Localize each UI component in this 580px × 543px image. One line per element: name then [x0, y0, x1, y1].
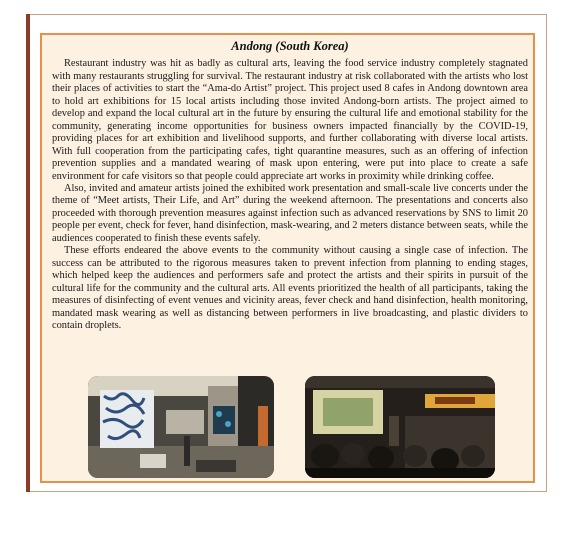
article-paragraph-1: Restaurant industry was hit as badly as cultural arts, leaving the food service industry completely stagnated with many restaurants struggling for survival. The restaurant industry at risk collaborated with the artists who lost their places of activities to start the “Ama-do Artist” project. This project used 8 cafes in Andong downtown area to hold art exhibitions for 15 local artists including those invited Andong-born artists. The project aimed to develop and expand the local cultural art in the future by ensuring the cultural life and emotional stability for the community, generating income opportunities for business owners impacted financially by the COVID-19, providing places for art exhibition and livelihood supports, and further collaborating with diverse local artists. With full cooperation from the participating cafes, tight quarantine measures, such as an offering of infection prevention supplies and a mandated wearing of mask upon entering, were put into place to create a safe environment for cafe visitors so that people could appreciate art works in proximity while drinking coffee.: [52, 58, 528, 182]
frame-bottom-line: [26, 491, 546, 492]
article-paragraph-2: Also, invited and amateur artists joined the exhibited work presentation and small-scale live concerts under the theme of “Meet artists, Their Life, and Art” during the weekend afternoon. The presentations and concerts also proceeded with thorough prevention measures against infection such as advanced reservations by SNS to limit 20 people per event, check for fever, hand disinfection, mask-wearing, and 2 meters distance between seats, while the audiences cooperated to finish these events safely.: [52, 182, 528, 244]
cafe-exhibition-photo: [88, 376, 274, 478]
frame-right-line: [546, 14, 547, 492]
frame-left-accent-bar: [26, 14, 30, 492]
article-paragraph-3: These efforts endeared the above events to the community without causing a single case of infection. The success can be attributed to the rigorous measures taken to prevent infection from planning to ending stages, which helped keep the audiences and performers safe and protect the artists and their spirits in pursuit of the cultural life for the community and the cultural arts. All events prioritized the health of all participants, taking the measures of disinfecting of event venues and vicinity areas, fever check and hand disinfection, health monitoring, mandated mask wearing as well as distancing between performers in live broadcasting, and plastic dividers to contain droplets.: [52, 245, 528, 331]
live-concert-photo: [305, 376, 495, 478]
article-content: [52, 40, 528, 332]
article-title: Andong (South Korea): [231, 39, 349, 53]
frame-top-line: [26, 14, 546, 15]
